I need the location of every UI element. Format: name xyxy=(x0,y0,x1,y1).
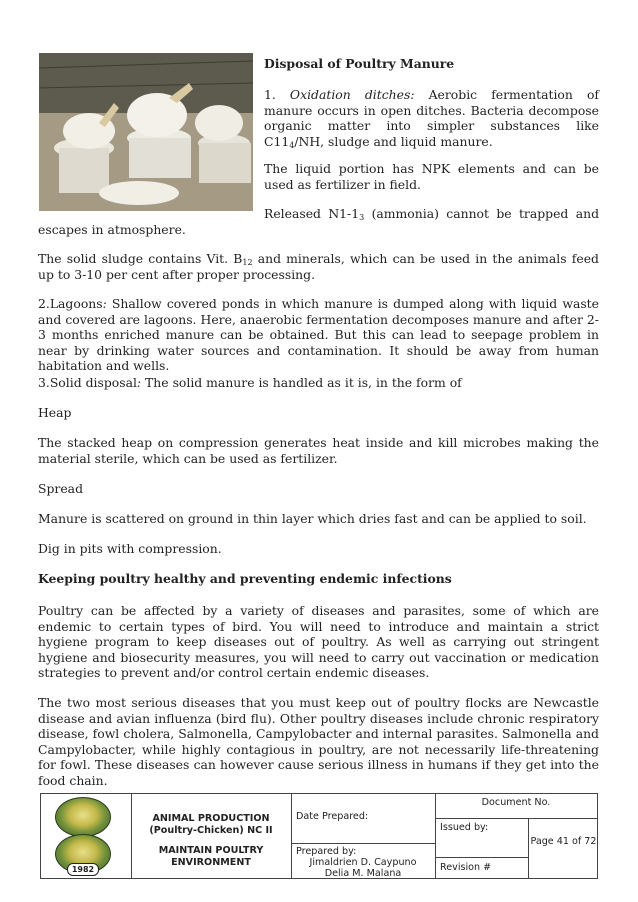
solid-sludge-paragraph: The solid sludge contains Vit. $B_{12}$ and minerals, which can be used in the animals feed up to 3-10 per cent after proper processing. xyxy=(38,251,599,282)
liquid-portion-paragraph: The liquid portion has NPK elements and can be used as fertilizer in field. xyxy=(264,161,599,192)
lagoons-paragraph: 2.Lagoons: Shallow covered ponds in which manure is dumped along with liquid waste and covered are lagoons. Here, anaerobic fermentation decomposes manure and after 2-3 months enriched manure can be obtained. But this can lead to seepage problem in near by drinking water sources and contamination. It should be away from human habitation and wells. xyxy=(38,296,599,373)
preparer-name-1: Jimaldrien D. Caypuno xyxy=(309,857,417,868)
spread-paragraph: Manure is scattered on ground in thin layer which dries fast and can be applied to soil. xyxy=(38,511,587,526)
logo-year: 1982 xyxy=(67,863,99,876)
document-footer xyxy=(40,793,598,879)
serious-diseases-paragraph: The two most serious diseases that you must keep out of poultry flocks are Newcastle disease and avian influenza (bird flu). Other poultry diseases include chronic respiratory disease, fowl cholera, Salmonella, Campylobacter and internal parasites. Salmonella and Campylobacter, while highly contagious in poultry, are not necessarily life-threatening for fowl. These diseases can however cause serious illness in humans if they get into the food chain. xyxy=(38,695,599,788)
dig-line: Dig in pits with compression. xyxy=(38,541,222,556)
module-title: MAINTAIN POULTRY ENVIRONMENT xyxy=(158,845,264,868)
school-seal-icon xyxy=(41,794,131,878)
preparer-name-2: Delia M. Malana xyxy=(324,868,402,879)
spread-heading: Spread xyxy=(38,481,83,496)
escapes-line: escapes in atmosphere. xyxy=(38,222,186,237)
date-prepared-label: Date Prepared: xyxy=(296,811,369,822)
heap-paragraph: The stacked heap on compression generates heat inside and kill microbes making the material sterile, which can be used as fertilizer. xyxy=(38,435,599,466)
section-heading-health: Keeping poultry healthy and preventing endemic infections xyxy=(38,571,452,586)
qualification-title: ANIMAL PRODUCTION (Poultry-Chicken) NC II xyxy=(149,813,273,836)
photo-illustration xyxy=(39,53,253,211)
solid-disposal-line: 3.Solid disposal: The solid manure is handled as it is, in the form of xyxy=(38,375,462,390)
section-heading: Disposal of Poultry Manure xyxy=(264,56,455,71)
diseases-paragraph: Poultry can be affected by a variety of diseases and parasites, some of which are endemic to certain types of bird. You will need to introduce and maintain a strict hygiene program to keep diseases out of poultry. As well as carrying out stringent hygiene and biosecurity measures, you will need to carry out vaccination or medication strategies to prevent and/or control certain endemic diseases. xyxy=(38,603,599,680)
seal-top xyxy=(55,797,111,837)
document-number-label: Document No. xyxy=(481,797,551,808)
prepared-by-label: Prepared by: xyxy=(296,846,357,857)
issued-by-label: Issued by: xyxy=(440,822,489,833)
revision-label: Revision # xyxy=(440,862,492,873)
heap-heading: Heap xyxy=(38,405,72,420)
poultry-carcasses-photo xyxy=(39,53,253,211)
page-number: Page 41 of 72 xyxy=(530,836,597,847)
released-ammonia-line: Released $N1-1_3$ (ammonia) cannot be trapped and xyxy=(264,206,600,222)
oxidation-ditches-paragraph: 1. Oxidation ditches: Aerobic fermentation of manure occurs in open ditches. Bacteria decompose organic matter into simpler substances like $C11_4/NH$, sludge and liquid manure. xyxy=(264,87,599,150)
